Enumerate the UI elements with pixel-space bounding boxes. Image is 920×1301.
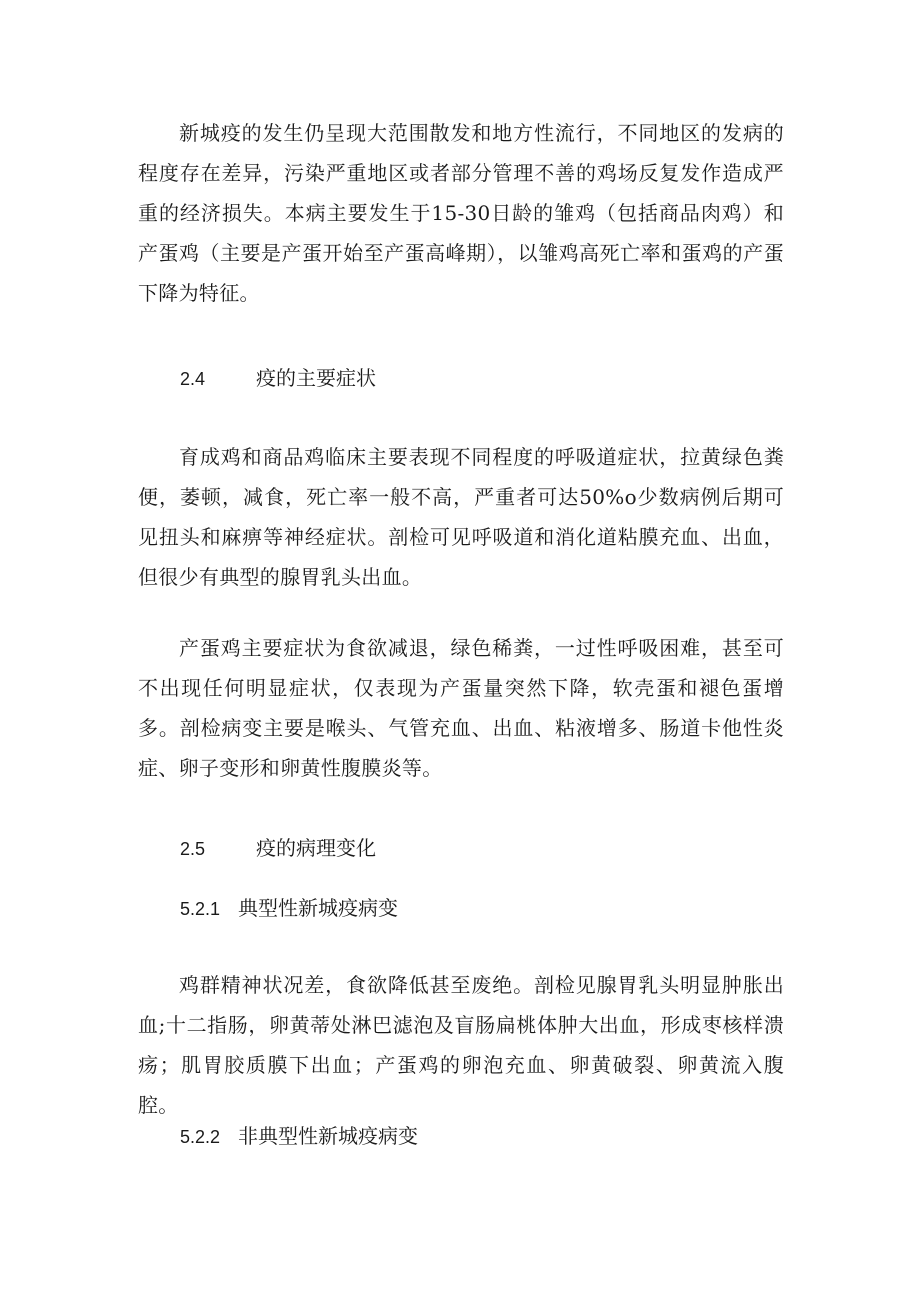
heading-5-2-1-title: 典型性新城疫病变 xyxy=(238,896,398,920)
paragraph-epidemiology: 新城疫的发生仍呈现大范围散发和地方性流行，不同地区的发病的程度存在差异，污染严重地区或者部分管理不善的鸡场反复发作造成严重的经济损失。本病主要发生于15-30日龄的雏鸡（包括商品肉鸡）和产蛋鸡（主要是产蛋开始至产蛋高峰期），以雏鸡高死亡率和蛋鸡的产蛋下降为特征。 xyxy=(138,121,784,305)
heading-2-4-number: 2.4 xyxy=(180,369,206,389)
heading-5-2-2-title: 非典型性新城疫病变 xyxy=(238,1124,418,1148)
heading-2-4-title: 疫的主要症状 xyxy=(256,366,376,390)
paragraph-typical-lesions: 鸡群精神状况差，食欲降低甚至废绝。剖检见腺胃乳头明显肿胀出血;十二指肠，卵黄蒂处淋巴滤泡及盲肠扁桃体肿大出血，形成枣核样溃疡；肌胃胶质膜下出血；产蛋鸡的卵泡充血、卵黄破裂、卵黄流入腹腔。 xyxy=(138,973,784,1117)
heading-5-2-2-number: 5.2.2 xyxy=(180,1127,221,1147)
paragraph-laying-hen-symptoms: 产蛋鸡主要症状为食欲减退，绿色稀粪，一过性呼吸困难，甚至可不出现任何明显症状，仅表现为产蛋量突然下降，软壳蛋和褪色蛋增多。剖检病变主要是喉头、气管充血、出血、粘液增多、肠道卡他性炎症、卵子变形和卵黄性腹膜炎等。 xyxy=(138,636,784,780)
heading-2-5-title: 疫的病理变化 xyxy=(256,836,376,860)
heading-2-5 xyxy=(180,828,376,869)
heading-2-4 xyxy=(180,358,376,399)
paragraph-growing-chicken-symptoms: 育成鸡和商品鸡临床主要表现不同程度的呼吸道症状，拉黄绿色粪便，萎顿，减食，死亡率一般不高，严重者可达50%o少数病例后期可见扭头和麻痹等神经症状。剖检可见呼吸道和消化道粘膜充血、出血，但很少有典型的腺胃乳头出血。 xyxy=(138,445,784,589)
heading-2-5-number: 2.5 xyxy=(180,839,206,859)
heading-5-2-2 xyxy=(180,1116,418,1157)
heading-5-2-1-number: 5.2.1 xyxy=(180,899,221,919)
heading-5-2-1 xyxy=(180,888,398,929)
